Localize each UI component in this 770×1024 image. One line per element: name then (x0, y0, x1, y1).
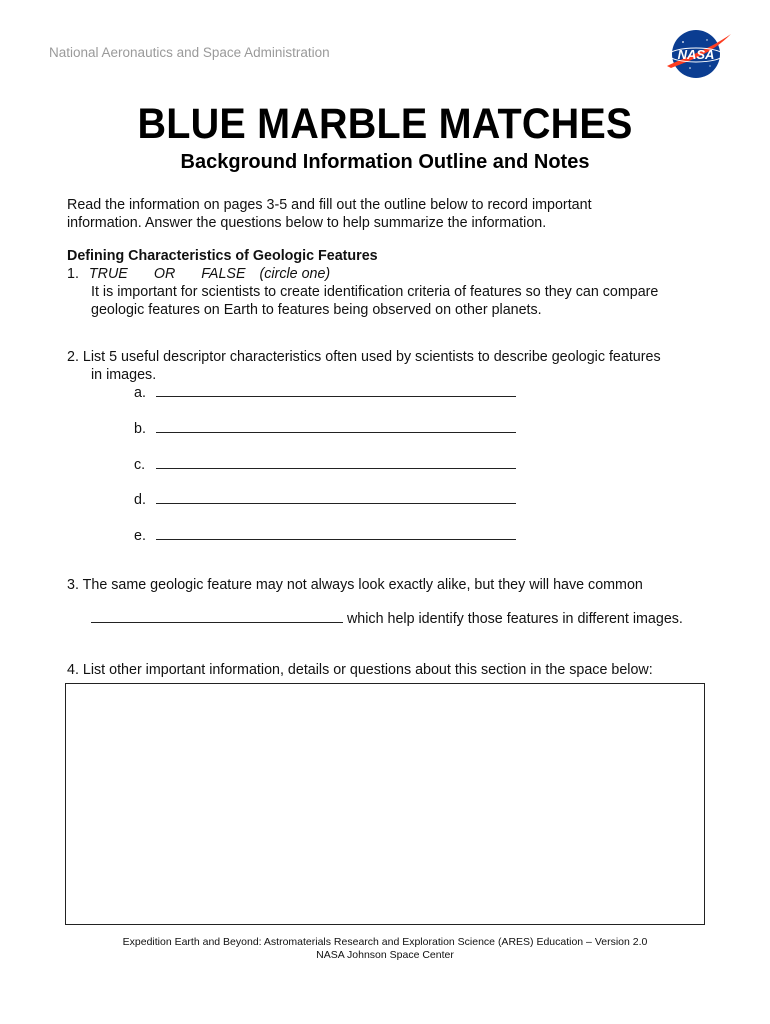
q1-or-label: OR (153, 266, 176, 282)
q3-prompt-line-1: 3. The same geologic feature may not always look exactly alike, but they will have common (67, 577, 643, 593)
q2-item-e-label: e. (134, 528, 146, 544)
q2-item-e-blank[interactable] (156, 527, 516, 540)
q3-prompt-line-2 (91, 610, 683, 628)
q1-statement-line-2: geologic features on Earth to features being observed on other planets. (91, 302, 542, 318)
q2-item-d-label: d. (134, 492, 146, 508)
q4-prompt: 4. List other important information, details or questions about this section in the space below: (67, 662, 653, 678)
q2-prompt-line-1: 2. List 5 useful descriptor characteristics often used by scientists to describe geologic features (67, 349, 661, 365)
q3-blank[interactable] (91, 610, 343, 623)
q1-statement-line-1: It is important for scientists to create identification criteria of features so they can compare (91, 284, 659, 300)
q2-prompt-line-2: in images. (91, 367, 157, 383)
q2-item-a-label: a. (134, 385, 146, 401)
intro-line-2: information. Answer the questions below to help summarize the information. (67, 215, 547, 231)
agency-name: National Aeronautics and Space Administration (49, 45, 330, 60)
q2-item-d (134, 491, 516, 509)
q3-suffix: which help identify those features in different images. (346, 611, 683, 627)
q2-item-e (134, 527, 516, 545)
q2-item-b-label: b. (134, 421, 146, 437)
q2-item-c (134, 456, 516, 474)
q2-item-b (134, 420, 516, 438)
section-heading: Defining Characteristics of Geologic Features (67, 248, 378, 264)
q1-circle-instruction: (circle one) (259, 266, 331, 282)
q1-number: 1. (67, 266, 79, 282)
footer-line-1: Expedition Earth and Beyond: Astromaterials Research and Exploration Science (ARES) Education – Version 2.0 (122, 936, 648, 948)
q2-item-c-blank[interactable] (156, 456, 516, 469)
nasa-logo-icon (663, 28, 733, 80)
page-title: BLUE MARBLE MATCHES (137, 100, 633, 148)
q2-item-c-label: c. (134, 457, 146, 473)
page-subtitle: Background Information Outline and Notes (180, 151, 590, 173)
q1-true-option[interactable]: TRUE (88, 266, 128, 282)
q2-item-a-blank[interactable] (156, 384, 516, 397)
q2-item-d-blank[interactable] (156, 491, 516, 504)
footer-line-2: NASA Johnson Space Center (316, 949, 454, 961)
notes-box[interactable] (65, 683, 705, 925)
q2-item-b-blank[interactable] (156, 420, 516, 433)
intro-line-1: Read the information on pages 3-5 and fill out the outline below to record important (67, 197, 592, 213)
q1-false-option[interactable]: FALSE (201, 266, 246, 282)
q2-item-a (134, 384, 516, 402)
q1-answer-row (67, 265, 330, 283)
nasa-logo-text: NASA (677, 47, 715, 62)
